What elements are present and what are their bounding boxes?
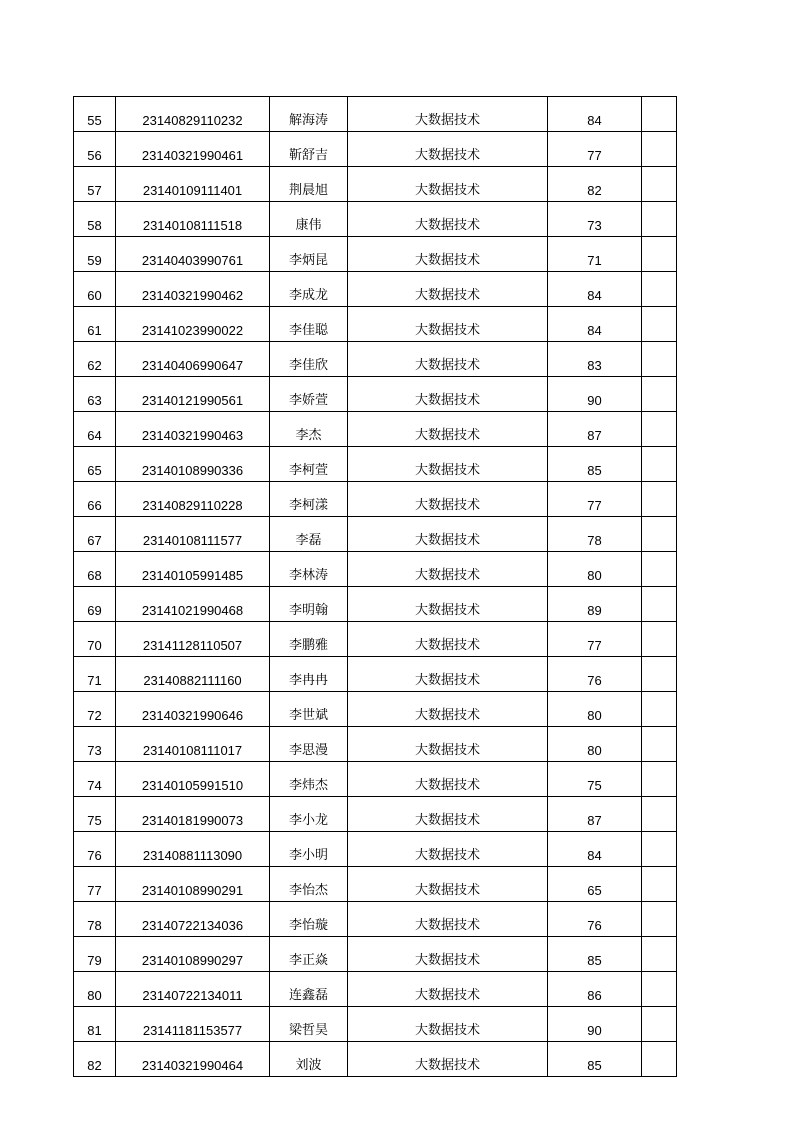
cell-student-name: 李鹏雅 — [270, 622, 348, 657]
cell-student-name: 李磊 — [270, 517, 348, 552]
cell-number: 67 — [74, 517, 116, 552]
cell-note — [642, 167, 677, 202]
cell-score: 65 — [548, 867, 642, 902]
cell-student-id: 23140722134036 — [116, 902, 270, 937]
cell-number: 77 — [74, 867, 116, 902]
table-row — [74, 377, 677, 412]
cell-major: 大数据技术 — [348, 342, 548, 377]
cell-student-id: 23140105991485 — [116, 552, 270, 587]
cell-major: 大数据技术 — [348, 97, 548, 132]
cell-score: 85 — [548, 447, 642, 482]
cell-note — [642, 202, 677, 237]
cell-note — [642, 692, 677, 727]
cell-note — [642, 97, 677, 132]
cell-score: 90 — [548, 1007, 642, 1042]
cell-score: 90 — [548, 377, 642, 412]
cell-major: 大数据技术 — [348, 167, 548, 202]
cell-number: 71 — [74, 657, 116, 692]
cell-major: 大数据技术 — [348, 797, 548, 832]
cell-student-name: 李柯萱 — [270, 447, 348, 482]
cell-student-name: 李佳聪 — [270, 307, 348, 342]
table-row — [74, 167, 677, 202]
cell-student-name: 李世斌 — [270, 692, 348, 727]
cell-score: 82 — [548, 167, 642, 202]
cell-score: 71 — [548, 237, 642, 272]
table-row — [74, 1042, 677, 1077]
cell-major: 大数据技术 — [348, 202, 548, 237]
cell-note — [642, 902, 677, 937]
cell-student-id: 23140105991510 — [116, 762, 270, 797]
cell-note — [642, 832, 677, 867]
cell-student-id: 23140321990463 — [116, 412, 270, 447]
cell-note — [642, 237, 677, 272]
cell-note — [642, 797, 677, 832]
cell-number: 75 — [74, 797, 116, 832]
cell-score: 80 — [548, 552, 642, 587]
cell-student-name: 康伟 — [270, 202, 348, 237]
cell-score: 87 — [548, 797, 642, 832]
cell-student-name: 解海涛 — [270, 97, 348, 132]
cell-score: 77 — [548, 482, 642, 517]
cell-number: 55 — [74, 97, 116, 132]
cell-student-name: 李怡杰 — [270, 867, 348, 902]
cell-score: 73 — [548, 202, 642, 237]
cell-student-name: 梁哲昊 — [270, 1007, 348, 1042]
cell-number: 69 — [74, 587, 116, 622]
cell-student-id: 23140321990461 — [116, 132, 270, 167]
table-row — [74, 307, 677, 342]
cell-number: 81 — [74, 1007, 116, 1042]
cell-note — [642, 867, 677, 902]
cell-student-id: 23140121990561 — [116, 377, 270, 412]
table-row — [74, 517, 677, 552]
cell-score: 80 — [548, 692, 642, 727]
cell-student-name: 荆晨旭 — [270, 167, 348, 202]
score-sheet — [73, 96, 676, 1077]
table-row — [74, 97, 677, 132]
cell-score: 89 — [548, 587, 642, 622]
cell-number: 64 — [74, 412, 116, 447]
cell-note — [642, 342, 677, 377]
cell-number: 58 — [74, 202, 116, 237]
cell-number: 80 — [74, 972, 116, 1007]
cell-student-name: 李杰 — [270, 412, 348, 447]
cell-student-name: 李思漫 — [270, 727, 348, 762]
table-row — [74, 762, 677, 797]
cell-note — [642, 727, 677, 762]
cell-student-name: 李小明 — [270, 832, 348, 867]
cell-student-id: 23140108990297 — [116, 937, 270, 972]
cell-major: 大数据技术 — [348, 517, 548, 552]
cell-student-id: 23141181153577 — [116, 1007, 270, 1042]
cell-score: 76 — [548, 902, 642, 937]
table-row — [74, 552, 677, 587]
cell-number: 78 — [74, 902, 116, 937]
cell-number: 63 — [74, 377, 116, 412]
cell-student-id: 23140108990336 — [116, 447, 270, 482]
cell-student-name: 李成龙 — [270, 272, 348, 307]
cell-number: 73 — [74, 727, 116, 762]
cell-note — [642, 132, 677, 167]
cell-student-name: 李冉冉 — [270, 657, 348, 692]
table-row — [74, 727, 677, 762]
cell-score: 78 — [548, 517, 642, 552]
cell-score: 80 — [548, 727, 642, 762]
table-row — [74, 797, 677, 832]
cell-score: 87 — [548, 412, 642, 447]
cell-student-id: 23140882111160 — [116, 657, 270, 692]
score-table — [73, 96, 677, 1077]
table-row — [74, 482, 677, 517]
cell-number: 76 — [74, 832, 116, 867]
cell-score: 76 — [548, 657, 642, 692]
cell-student-name: 李正焱 — [270, 937, 348, 972]
cell-major: 大数据技术 — [348, 832, 548, 867]
cell-major: 大数据技术 — [348, 377, 548, 412]
score-table-body — [74, 97, 677, 1077]
cell-score: 85 — [548, 937, 642, 972]
cell-major: 大数据技术 — [348, 902, 548, 937]
cell-student-name: 李炳昆 — [270, 237, 348, 272]
cell-score: 77 — [548, 132, 642, 167]
cell-major: 大数据技术 — [348, 622, 548, 657]
cell-student-id: 23140108990291 — [116, 867, 270, 902]
cell-student-id: 23141021990468 — [116, 587, 270, 622]
cell-note — [642, 762, 677, 797]
cell-number: 57 — [74, 167, 116, 202]
table-row — [74, 622, 677, 657]
cell-note — [642, 377, 677, 412]
cell-student-id: 23140321990646 — [116, 692, 270, 727]
cell-student-name: 李柯漾 — [270, 482, 348, 517]
table-row — [74, 902, 677, 937]
cell-note — [642, 587, 677, 622]
cell-student-name: 靳舒吉 — [270, 132, 348, 167]
cell-major: 大数据技术 — [348, 867, 548, 902]
cell-note — [642, 552, 677, 587]
cell-major: 大数据技术 — [348, 132, 548, 167]
cell-score: 84 — [548, 307, 642, 342]
cell-student-id: 23140321990464 — [116, 1042, 270, 1077]
cell-number: 65 — [74, 447, 116, 482]
cell-major: 大数据技术 — [348, 447, 548, 482]
table-row — [74, 657, 677, 692]
cell-student-id: 23140108111577 — [116, 517, 270, 552]
cell-major: 大数据技术 — [348, 587, 548, 622]
table-row — [74, 237, 677, 272]
cell-note — [642, 1042, 677, 1077]
cell-number: 60 — [74, 272, 116, 307]
table-row — [74, 342, 677, 377]
cell-note — [642, 447, 677, 482]
cell-major: 大数据技术 — [348, 272, 548, 307]
cell-number: 56 — [74, 132, 116, 167]
cell-score: 84 — [548, 272, 642, 307]
cell-note — [642, 307, 677, 342]
table-row — [74, 272, 677, 307]
cell-student-name: 李炜杰 — [270, 762, 348, 797]
cell-major: 大数据技术 — [348, 1007, 548, 1042]
cell-major: 大数据技术 — [348, 657, 548, 692]
cell-student-name: 连鑫磊 — [270, 972, 348, 1007]
cell-major: 大数据技术 — [348, 692, 548, 727]
cell-student-name: 李林涛 — [270, 552, 348, 587]
cell-note — [642, 482, 677, 517]
cell-major: 大数据技术 — [348, 972, 548, 1007]
cell-student-id: 23140108111518 — [116, 202, 270, 237]
cell-student-id: 23140108111017 — [116, 727, 270, 762]
cell-note — [642, 1007, 677, 1042]
cell-student-id: 23141128110507 — [116, 622, 270, 657]
cell-student-name: 刘波 — [270, 1042, 348, 1077]
table-row — [74, 202, 677, 237]
table-row — [74, 937, 677, 972]
cell-student-id: 23140722134011 — [116, 972, 270, 1007]
cell-number: 68 — [74, 552, 116, 587]
cell-number: 66 — [74, 482, 116, 517]
cell-number: 70 — [74, 622, 116, 657]
table-row — [74, 132, 677, 167]
cell-student-id: 23140406990647 — [116, 342, 270, 377]
cell-score: 85 — [548, 1042, 642, 1077]
cell-major: 大数据技术 — [348, 237, 548, 272]
cell-major: 大数据技术 — [348, 482, 548, 517]
cell-student-id: 23141023990022 — [116, 307, 270, 342]
table-row — [74, 692, 677, 727]
cell-student-name: 李小龙 — [270, 797, 348, 832]
table-row — [74, 972, 677, 1007]
cell-major: 大数据技术 — [348, 937, 548, 972]
table-row — [74, 1007, 677, 1042]
cell-major: 大数据技术 — [348, 307, 548, 342]
cell-number: 59 — [74, 237, 116, 272]
table-row — [74, 587, 677, 622]
cell-note — [642, 937, 677, 972]
cell-score: 84 — [548, 97, 642, 132]
cell-note — [642, 412, 677, 447]
cell-student-name: 李明翰 — [270, 587, 348, 622]
cell-student-name: 李娇萱 — [270, 377, 348, 412]
cell-score: 84 — [548, 832, 642, 867]
cell-student-id: 23140829110232 — [116, 97, 270, 132]
cell-student-id: 23140181990073 — [116, 797, 270, 832]
cell-student-id: 23140881113090 — [116, 832, 270, 867]
cell-number: 72 — [74, 692, 116, 727]
cell-note — [642, 657, 677, 692]
cell-student-id: 23140109111401 — [116, 167, 270, 202]
cell-major: 大数据技术 — [348, 552, 548, 587]
cell-note — [642, 272, 677, 307]
cell-major: 大数据技术 — [348, 1042, 548, 1077]
table-row — [74, 867, 677, 902]
cell-note — [642, 622, 677, 657]
cell-number: 79 — [74, 937, 116, 972]
cell-score: 75 — [548, 762, 642, 797]
cell-score: 77 — [548, 622, 642, 657]
cell-major: 大数据技术 — [348, 412, 548, 447]
cell-number: 74 — [74, 762, 116, 797]
cell-student-id: 23140403990761 — [116, 237, 270, 272]
cell-student-name: 李佳欣 — [270, 342, 348, 377]
cell-student-id: 23140829110228 — [116, 482, 270, 517]
cell-student-name: 李怡璇 — [270, 902, 348, 937]
cell-note — [642, 517, 677, 552]
cell-score: 86 — [548, 972, 642, 1007]
cell-number: 82 — [74, 1042, 116, 1077]
table-row — [74, 832, 677, 867]
cell-major: 大数据技术 — [348, 762, 548, 797]
cell-score: 83 — [548, 342, 642, 377]
cell-major: 大数据技术 — [348, 727, 548, 762]
table-row — [74, 447, 677, 482]
table-row — [74, 412, 677, 447]
cell-number: 61 — [74, 307, 116, 342]
cell-note — [642, 972, 677, 1007]
cell-number: 62 — [74, 342, 116, 377]
cell-student-id: 23140321990462 — [116, 272, 270, 307]
